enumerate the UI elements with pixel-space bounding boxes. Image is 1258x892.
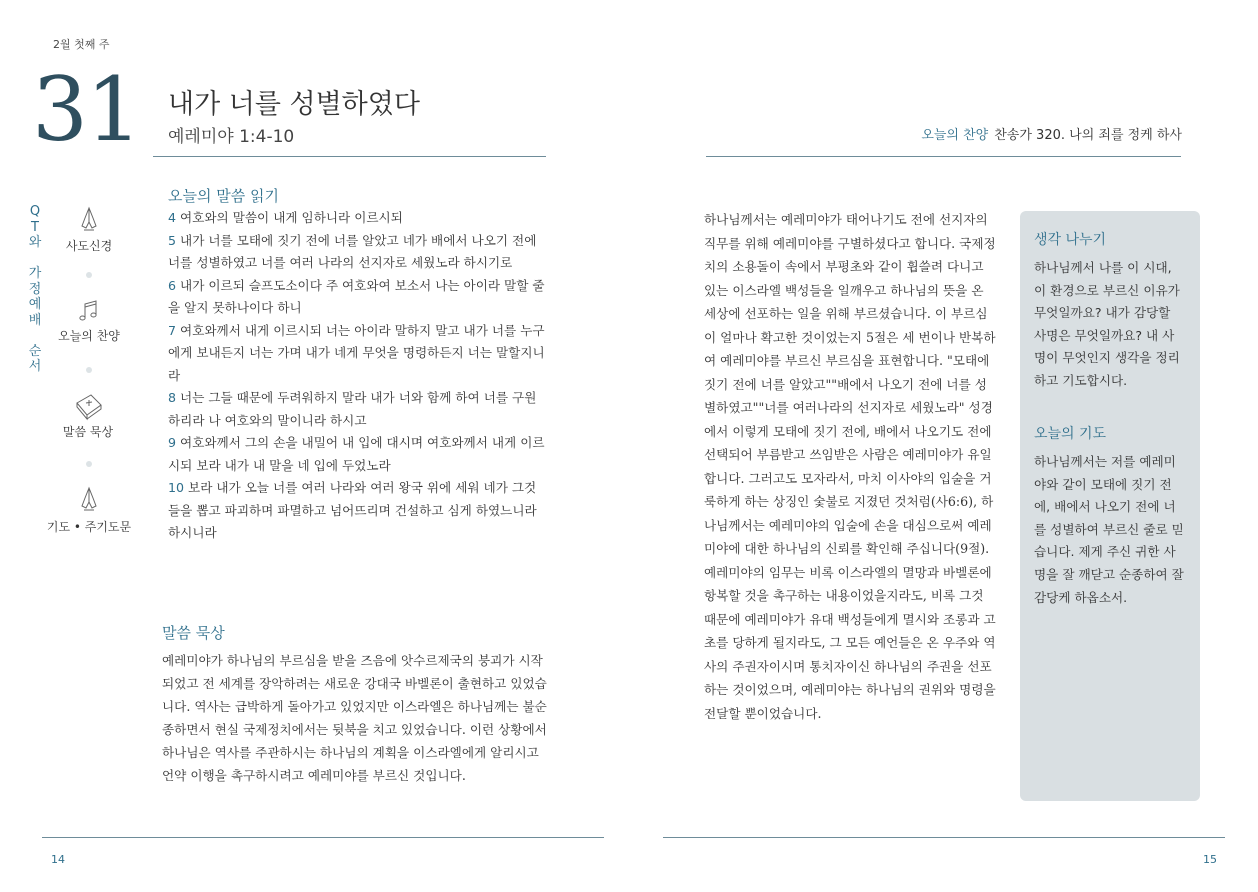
scripture-reference: 예레미야 1:4-10 — [168, 127, 295, 147]
verse: 8 너는 그들 때문에 두려워하지 말라 내가 너와 함께 하여 너를 구원하리라 나 여호와의 말이니라 하시고 — [168, 390, 537, 428]
page-number-right: 15 — [1203, 853, 1217, 866]
bible-icon — [73, 391, 103, 421]
prayer-heading: 오늘의 기도 — [1034, 426, 1107, 442]
prayer-text: 하나님께서는 저를 예레미야와 같이 모태에 짓기 전에, 배에서 나오기 전에 너를 성별하여 부르신 줄로 믿습니다. 제게 주신 귀한 사명을 잘 깨닫고 순종하여 잘 감당케 하옵소서. — [1034, 454, 1184, 605]
footer-divider-left — [42, 837, 604, 838]
share-box — [1020, 211, 1200, 801]
sidebar-item-label: 오늘의 찬양 — [58, 329, 120, 343]
share-heading: 생각 나누기 — [1034, 232, 1107, 248]
week-label: 2월 첫째 주 — [53, 38, 110, 51]
hymn-text: 찬송가 320. 나의 죄를 정케 하사 — [994, 128, 1182, 143]
verse: 9 여호와께서 그의 손을 내밀어 내 입에 대시며 여호와께서 내게 이르시되 보라 내가 내 말을 네 입에 두었노라 — [168, 435, 545, 473]
reading-verses — [168, 207, 548, 545]
header-divider-right — [706, 156, 1181, 157]
sidebar-dot — [86, 367, 92, 373]
praying-hands-icon — [74, 484, 104, 514]
verse: 6 내가 이르되 슬프도소이다 주 여호와여 보소서 나는 아이라 말할 줄을 알지 못하나이다 하니 — [168, 277, 545, 315]
footer-divider-right — [663, 837, 1225, 838]
sidebar-dot — [86, 272, 92, 278]
sidebar-item-label: 말씀 묵상 — [62, 425, 114, 439]
sidebar-item-label: 사도신경 — [65, 239, 113, 253]
meditation-text-right: 하나님께서는 예레미야가 태어나기도 전에 선지자의 직무를 위해 예레미야를 구별하셨다고 합니다. 국제정치의 소용돌이 속에서 부평초와 같이 휩쓸려 다니고 있는 이스라엘 백성들을 일깨우고 하나님의 뜻을 온 세상에 선포하는 일을 위해 부르셨습니다. 이 부르심이 얼마나 확고한 것이었는지 5절은 세 번이나 반복하여 예레미야를 부르신 부르심을 표현합니다. "모태에 짓기 전에 너를 알았고""배에서 나오기 전에 너를 성별하였고""너를 여러나라의 선지자로 세웠노라" 성경에서 이렇게 모태에 짓기 전에, 배에서 나오기도 전에 선택되어 부름받고 쓰임받은 사람은 예레미야가 유일합니다. 그러고도 모자라서, 마치 이사야의 입술을 거룩하게 하는 상징인 숯불로 지졌던 것처럼(사6:6), 하나님께서는 예레미야의 입술에 손을 대심으로써 예레미야에 대한 하나님의 신뢰를 확인해 주십니다(9절). 예레미야의 임무는 비록 이스라엘의 멸망과 바벨론에 항복할 것을 촉구하는 내용이었을지라도, 비록 그것 때문에 예레미야가 유대 백성들에게 멸시와 조롱과 고초를 당하게 될지라도, 그 모든 예언들은 온 우주와 역사의 주권자이시며 통치자이신 하나님의 주권을 선포하는 것이었으며, 예레미야는 하나님의 권위와 명령을 전달할 뿐이었습니다. — [704, 212, 996, 721]
sidebar-vertical-title: Q T 와 가 정 예 배 순 서 — [28, 204, 42, 374]
share-text: 하나님께서 나를 이 시대, 이 환경으로 부르신 이유가 무엇일까요? 내가 감당할 사명은 무엇일까요? 내 사명이 무엇인지 생각을 정리하고 기도합시다. — [1034, 260, 1180, 388]
page-title: 내가 너를 성별하였다 — [168, 89, 420, 120]
hymn-label: 오늘의 찬양 — [921, 128, 989, 143]
day-number: 31 — [32, 58, 140, 161]
verse: 10 보라 내가 오늘 너를 여러 나라와 여러 왕국 위에 세워 네가 그것들을 뽑고 파괴하며 파멸하고 넘어뜨리며 건설하고 심게 하였느니라 하시니라 — [168, 480, 537, 540]
verse: 5 내가 너를 모태에 짓기 전에 너를 알았고 네가 배에서 나오기 전에 너를 성별하였고 너를 여러 나라의 선지자로 세웠노라 하시기로 — [168, 232, 537, 270]
sidebar-item-label: 기도 • 주기도문 — [46, 520, 132, 534]
meditation-text-left: 예레미야가 하나님의 부르심을 받을 즈음에 앗수르제국의 붕괴가 시작되었고 전 세계를 장악하려는 새로운 강대국 바벨론이 출현하고 있었습니다. 역사는 급박하게 돌아가고 있었지만 이스라엘은 하나님께는 불순종하면서 현실 국제정치에서는 뒷북을 치고 있었습니다. 이런 상황에서 하나님은 역사를 주관하시는 하나님의 계획을 이스라엘에게 알리시고 언약 이행을 촉구하시려고 예레미야를 부르신 것입니다. — [162, 653, 547, 783]
verse: 4 여호와의 말씀이 내게 임하니라 이르시되 — [168, 210, 403, 225]
header-divider-left — [153, 156, 546, 157]
praying-hands-icon — [74, 204, 104, 234]
reading-heading: 오늘의 말씀 읽기 — [168, 187, 279, 205]
verse: 7 여호와께서 내게 이르시되 너는 아이라 말하지 말고 내가 너를 누구에게 보내든지 너는 가며 내가 네게 무엇을 명령하든지 너는 말할지니라 — [168, 322, 545, 383]
music-note-icon — [74, 296, 104, 326]
sidebar-dot — [86, 461, 92, 467]
meditation-heading: 말씀 묵상 — [162, 624, 225, 642]
page-number-left: 14 — [51, 853, 65, 866]
hymn-line — [921, 124, 1182, 143]
